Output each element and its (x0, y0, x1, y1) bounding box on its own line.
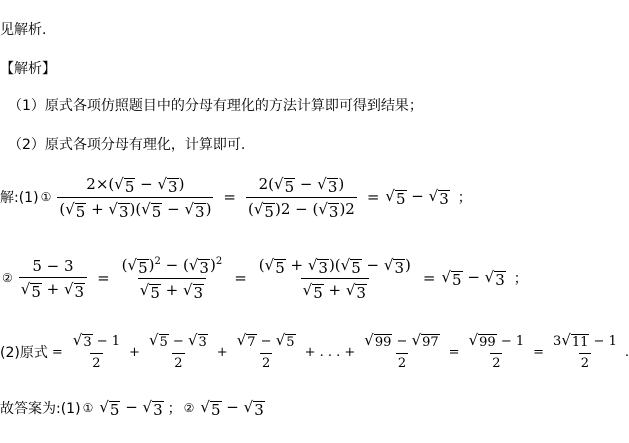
text: − (295, 174, 318, 193)
radicand: 3 (439, 190, 449, 208)
radical-sign: √ (127, 255, 138, 274)
radical-sign: √ (187, 331, 198, 349)
radical-sign: √ (20, 279, 31, 298)
sqrt (73, 333, 93, 351)
numerator (147, 333, 210, 353)
radicand: 3 (254, 401, 264, 419)
text: )( (129, 199, 142, 218)
result (385, 187, 449, 207)
radical-sign: √ (364, 331, 374, 349)
sqrt (385, 189, 406, 207)
text: + (285, 255, 308, 274)
sqrt (127, 255, 149, 277)
sqrt (485, 270, 506, 288)
superscript: 2 (154, 255, 161, 267)
sqrt (63, 279, 85, 301)
fraction (246, 175, 357, 220)
sqrt (65, 199, 86, 221)
text: − 1 (92, 334, 121, 349)
radical-sign: √ (141, 199, 151, 218)
radicand: 5 (159, 335, 168, 350)
denominator (19, 277, 87, 300)
radicand: 5 (452, 271, 462, 289)
text: ( (59, 199, 66, 218)
numerator (551, 333, 619, 353)
text: − 1 (589, 334, 617, 349)
sqrt (429, 189, 450, 207)
fraction (147, 333, 210, 371)
equals-sign: = (51, 344, 63, 360)
radicand: 3 (74, 282, 85, 301)
step-1-text: （1）原式各项仿照题目中的分母有理化的方法计算即可得到结果； (8, 98, 423, 114)
radicand: 3 (153, 401, 163, 419)
superscript: 2 (215, 255, 223, 267)
radical-sign: √ (253, 199, 264, 218)
text: + (323, 280, 346, 299)
intro-text: 见解析. (0, 22, 47, 38)
radical-sign: √ (345, 280, 356, 299)
text: + (160, 280, 183, 299)
sqrt (99, 400, 120, 418)
numerator (467, 333, 527, 353)
radicand: 3 (195, 202, 205, 221)
radical-sign: √ (302, 280, 313, 299)
radicand: 99 (374, 335, 392, 350)
radical-sign: √ (157, 174, 168, 193)
radical-sign: √ (274, 174, 284, 193)
radicand: 5 (275, 258, 285, 277)
solution-part-2 (0, 251, 528, 305)
sqrt (264, 255, 286, 277)
sqrt (139, 280, 161, 302)
result (441, 268, 505, 288)
radical-sign: √ (275, 331, 286, 349)
text: − (406, 187, 429, 205)
radicand: 97 (422, 335, 439, 350)
radical-sign: √ (264, 255, 275, 274)
text: − (392, 334, 412, 349)
sqrt (307, 255, 329, 277)
text: ( (248, 199, 254, 218)
answer-lead: 故答案为:(1) (0, 401, 81, 417)
radical-sign: √ (411, 331, 422, 349)
radicand: 5 (210, 401, 221, 419)
sqrt (302, 280, 324, 302)
radicand: 5 (31, 282, 41, 301)
radicand: 5 (264, 202, 274, 221)
period: . (624, 344, 629, 360)
radicand: 5 (395, 190, 406, 208)
radicand: 3 (495, 271, 505, 289)
sqrt (141, 199, 162, 221)
fraction (71, 333, 122, 371)
text: − (135, 174, 158, 193)
denominator: 2 (260, 353, 272, 371)
radical-sign: √ (200, 398, 210, 416)
text: )2 − ( (274, 199, 319, 218)
sqrt (469, 333, 497, 351)
text: − (162, 199, 185, 218)
text: ( (258, 255, 265, 274)
equals-sign: = (533, 344, 545, 360)
final-answer (0, 396, 265, 420)
denominator: 2 (172, 353, 184, 371)
part-2-lead: (2)原式 (0, 345, 48, 361)
sqrt (412, 333, 440, 351)
numerator (257, 256, 413, 278)
text: + (41, 279, 64, 298)
separator: ； (167, 401, 182, 417)
text: ) (205, 199, 212, 218)
text: ) (178, 174, 185, 193)
sqrt (364, 333, 392, 351)
text: ) (148, 255, 155, 274)
sqrt (200, 400, 221, 418)
sqrt (114, 174, 135, 196)
radicand: 99 (479, 335, 496, 350)
text: ( (121, 255, 128, 274)
radicand: 3 (328, 202, 339, 221)
radicand: 5 (151, 202, 162, 221)
radical-sign: √ (63, 279, 74, 298)
radical-sign: √ (428, 187, 439, 205)
radical-sign: √ (441, 268, 451, 286)
radical-sign: √ (383, 255, 394, 274)
text: − ( (160, 255, 189, 274)
text: 2( (258, 174, 275, 193)
radical-sign: √ (182, 280, 193, 299)
radicand: 7 (247, 335, 256, 350)
numerator (84, 175, 186, 197)
radicand: 11 (571, 335, 589, 350)
text: − 1 (496, 334, 525, 349)
sqrt (441, 270, 462, 288)
radicand: 3 (193, 283, 204, 302)
fraction (362, 333, 441, 371)
equals-sign: = (97, 269, 110, 287)
numerator (235, 333, 298, 353)
numerator: 5 − 3 (32, 256, 74, 275)
sqrt (340, 255, 362, 277)
sqrt (244, 400, 265, 418)
radicand: 3 (356, 283, 366, 302)
circle-2-marker: ② (183, 401, 195, 415)
sqrt (143, 400, 164, 418)
radical-sign: √ (318, 199, 328, 218)
radicand: 5 (286, 335, 295, 350)
denominator (138, 278, 206, 301)
radical-sign: √ (65, 199, 75, 218)
radicand: 3 (394, 258, 404, 277)
text: − (256, 334, 276, 349)
denominator: 2 (579, 353, 591, 371)
radical-sign: √ (72, 331, 83, 349)
radical-sign: √ (184, 199, 195, 218)
radicand: 3 (83, 335, 92, 350)
sqrt (184, 199, 205, 221)
sqrt (274, 174, 295, 196)
sqrt (253, 199, 275, 221)
denominator: 2 (490, 353, 502, 371)
denominator (246, 197, 357, 220)
solution-part-1 (0, 172, 472, 222)
semicolon: ； (513, 271, 528, 287)
equals-sign: = (422, 269, 436, 287)
fraction (19, 257, 87, 300)
radical-sign: √ (148, 331, 159, 349)
text: 2×( (86, 174, 115, 193)
circle-1-marker: ① (40, 190, 52, 204)
text: − (120, 398, 143, 416)
equals-sign: = (366, 188, 380, 206)
radical-sign: √ (139, 280, 150, 299)
radical-sign: √ (108, 199, 118, 218)
plus-sign: + (129, 344, 140, 360)
answer-2 (200, 398, 264, 418)
radical-sign: √ (114, 174, 124, 193)
equals-sign: = (448, 344, 460, 360)
radicand: 5 (284, 177, 295, 196)
circle-2-marker: ② (2, 271, 13, 285)
radicand: 5 (150, 283, 160, 302)
equals-sign: = (223, 188, 236, 206)
sqrt (237, 333, 257, 351)
radical-sign: √ (484, 268, 495, 286)
radicand: 5 (109, 401, 120, 419)
sqrt (149, 333, 169, 351)
fraction (120, 256, 225, 301)
sqrt (188, 333, 208, 351)
sqrt (157, 174, 178, 196)
sqrt (561, 333, 589, 351)
text: ) (338, 174, 345, 193)
text: )( (328, 255, 341, 274)
radical-sign: √ (468, 331, 479, 349)
radical-sign: √ (385, 187, 395, 205)
circle-1-marker: ① (82, 401, 94, 415)
radicand: 5 (138, 258, 148, 277)
equals-sign: = (234, 269, 247, 287)
fraction (235, 333, 298, 371)
text: 3 (553, 334, 562, 349)
radical-sign: √ (99, 398, 109, 416)
text: − (462, 268, 485, 286)
solution-lead: 解:(1) (0, 190, 39, 206)
radical-sign: √ (243, 398, 254, 416)
ellipsis-terms: + . . . + (304, 344, 356, 360)
denominator: 2 (90, 353, 102, 371)
numerator (71, 333, 122, 353)
radical-sign: √ (561, 331, 571, 349)
sqrt (383, 255, 405, 277)
step-2-text: （2）原式各项分母有理化，计算即可. (8, 137, 246, 153)
denominator (57, 197, 213, 220)
radical-sign: √ (188, 255, 199, 274)
analysis-header: 【解析】 (0, 61, 56, 77)
radical-sign: √ (340, 255, 351, 274)
fraction (551, 333, 619, 371)
denominator (301, 278, 369, 301)
text: − (221, 398, 244, 416)
fraction (57, 175, 213, 220)
radicand: 5 (313, 283, 323, 302)
plus-sign: + (216, 344, 228, 360)
text: − (361, 255, 384, 274)
radicand: 3 (318, 258, 328, 277)
text: ) (405, 255, 411, 274)
radicand: 5 (351, 258, 361, 277)
fraction (467, 333, 527, 371)
semicolon: ； (457, 190, 472, 206)
radicand: 5 (124, 177, 135, 196)
denominator: 2 (396, 353, 408, 371)
sqrt (20, 279, 42, 301)
radicand: 3 (199, 258, 209, 277)
numerator (257, 175, 347, 197)
answer-1 (99, 398, 163, 418)
radicand: 5 (75, 202, 86, 221)
text: )2 (339, 199, 355, 218)
radical-sign: √ (317, 174, 327, 193)
fraction (257, 256, 413, 301)
numerator (120, 256, 225, 278)
solution-part-3 (0, 330, 629, 374)
text: + (86, 199, 109, 218)
sqrt (108, 199, 129, 221)
radicand: 3 (118, 202, 129, 221)
radicand: 3 (327, 177, 338, 196)
sqrt (317, 174, 338, 196)
radicand: 3 (168, 177, 178, 196)
radicand: 3 (198, 335, 207, 350)
sqrt (188, 255, 210, 277)
sqrt (276, 333, 296, 351)
radical-sign: √ (236, 331, 247, 349)
sqrt (318, 199, 339, 221)
sqrt (345, 280, 367, 302)
radical-sign: √ (307, 255, 318, 274)
sqrt (182, 280, 204, 302)
text: − (168, 334, 188, 349)
radical-sign: √ (142, 398, 153, 416)
text: ) (209, 255, 216, 274)
numerator (362, 333, 441, 353)
